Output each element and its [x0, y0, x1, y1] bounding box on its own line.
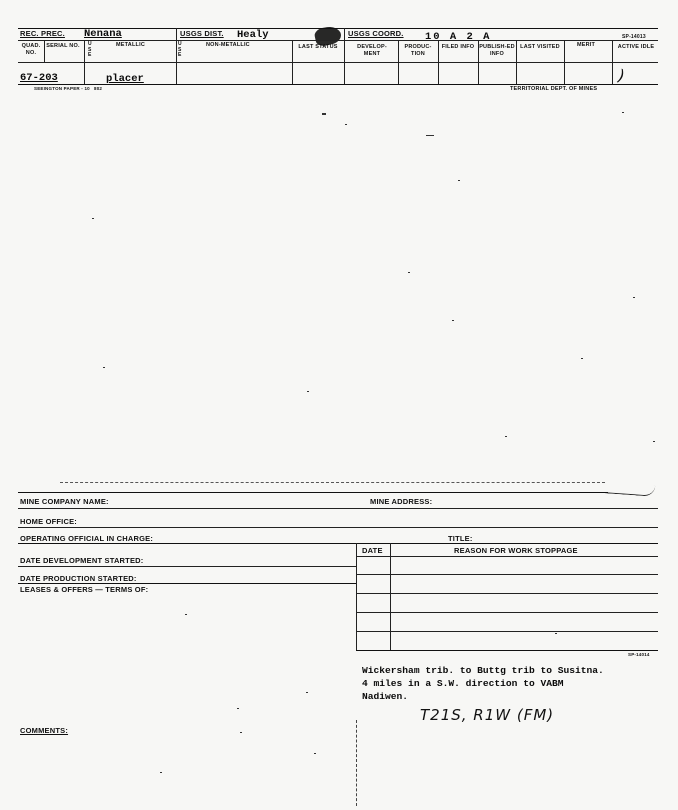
date-dev-line — [18, 566, 356, 567]
table-row-3 — [356, 612, 658, 613]
vdiv-5 — [344, 28, 345, 84]
speck — [653, 441, 655, 442]
table-row-5 — [356, 650, 658, 651]
company-line — [18, 508, 658, 509]
rec-prec-label: REC. PREC. — [20, 29, 65, 38]
col-metallic: METALLIC — [116, 42, 145, 48]
table-row-2 — [356, 593, 658, 594]
metallic-value: placer — [106, 73, 144, 85]
col-active-idle: ACTIVE IDLE — [617, 44, 655, 50]
col-nonmetallic: NON-METALLIC — [206, 42, 250, 48]
vdiv-9 — [516, 40, 517, 84]
mine-company-name-label: MINE COMPANY NAME: — [20, 497, 109, 506]
date-prod-started-label: DATE PRODUCTION STARTED: — [20, 574, 137, 583]
edge-curve — [605, 482, 656, 496]
quad-serial-value: 67-203 — [20, 72, 58, 84]
description-line-2: 4 miles in a S.W. direction to VABM — [362, 678, 564, 689]
table-header-line — [356, 556, 658, 557]
speck — [237, 708, 239, 709]
home-office-label: HOME OFFICE: — [20, 517, 77, 526]
title-label: TITLE: — [448, 534, 473, 543]
speck — [622, 112, 624, 113]
col-use-nonmetallic: USE — [178, 41, 182, 58]
col-merit: MERIT — [576, 42, 596, 48]
date-col-header: DATE — [362, 546, 383, 555]
speck — [307, 391, 309, 392]
speck — [92, 218, 94, 219]
description-block — [362, 664, 662, 703]
date-dev-started-label: DATE DEVELOPMENT STARTED: — [20, 556, 144, 565]
speck — [240, 732, 242, 733]
reason-col-header: REASON FOR WORK STOPPAGE — [454, 546, 578, 555]
usgs-dist-label: USGS DIST. — [180, 29, 224, 38]
speck — [505, 436, 507, 437]
col-development: DEVELOP-MENT — [357, 44, 387, 57]
usgs-coord-value: 10 A 2 A — [425, 31, 492, 43]
date-prod-line — [18, 583, 356, 584]
speck — [408, 272, 410, 273]
vdiv-6 — [398, 40, 399, 84]
bottom-card-top-edge — [60, 482, 605, 483]
form-code-bottom: SP-14014 — [628, 652, 650, 657]
column-header-divider — [18, 62, 658, 63]
printer-note: SEEINGTON PAPER - 10 — [34, 86, 90, 91]
active-idle-mark: ) — [614, 65, 628, 86]
table-vline-date — [390, 543, 391, 651]
printer-code: 802 — [94, 86, 103, 91]
form-code-top: SP-14013 — [622, 34, 646, 40]
comments-divider — [356, 720, 357, 806]
speck — [306, 692, 308, 693]
speck — [185, 614, 187, 615]
handwritten-note: T21S, R1W (FM) — [420, 706, 555, 724]
col-use-metallic: USE — [88, 41, 92, 58]
official-line — [18, 543, 658, 544]
comments-label: COMMENTS: — [20, 726, 69, 735]
speck — [581, 358, 583, 359]
vdiv-2 — [84, 40, 85, 84]
operating-official-label: OPERATING OFFICIAL IN CHARGE: — [20, 534, 154, 543]
col-filed-info: FILED INFO — [441, 44, 475, 50]
header-divider — [18, 40, 658, 41]
vdiv-4 — [292, 40, 293, 84]
table-row-4 — [356, 631, 658, 632]
dept-label: TERRITORIAL DEPT. OF MINES — [510, 86, 598, 92]
col-published-info: PUBLISH-ED INFO — [479, 44, 515, 57]
top-card — [0, 0, 678, 120]
bottom-card — [0, 470, 678, 810]
speck — [345, 124, 347, 125]
leases-label: LEASES & OFFERS — TERMS OF: — [20, 585, 149, 594]
col-last-visited: LAST VISITED — [520, 44, 560, 50]
usgs-coord-label: USGS COORD. — [348, 29, 404, 38]
col-serial-no: SERIAL NO. — [46, 43, 80, 49]
home-office-line — [18, 527, 658, 528]
bottom-border-top-card — [18, 84, 658, 85]
vdiv-1 — [44, 40, 45, 62]
table-row-1 — [356, 574, 658, 575]
speck — [452, 320, 454, 321]
col-quad-no: QUAD. NO. — [21, 43, 41, 56]
company-top-rule — [18, 492, 608, 493]
col-production: PRODUC-TION — [404, 44, 432, 57]
vdiv-3 — [176, 28, 177, 84]
rec-prec-value: Nenana — [84, 28, 122, 40]
speck — [458, 180, 460, 181]
speck — [322, 113, 326, 115]
usgs-dist-value: Healy — [237, 29, 269, 41]
vdiv-7 — [438, 40, 439, 84]
description-line-1: Wickersham trib. to Buttg trib to Susitna. — [362, 665, 604, 676]
speck — [160, 772, 162, 773]
vdiv-8 — [478, 40, 479, 84]
speck — [426, 135, 434, 136]
speck — [103, 367, 105, 368]
speck — [555, 633, 557, 634]
mine-address-label: MINE ADDRESS: — [370, 497, 433, 506]
vdiv-10 — [564, 40, 565, 84]
col-last-status: LAST STATUS — [298, 44, 338, 50]
vdiv-11 — [612, 40, 613, 84]
speck — [314, 753, 316, 754]
description-line-3: Nadiwen. — [362, 691, 409, 702]
speck — [633, 297, 635, 298]
table-vline-left — [356, 543, 357, 651]
